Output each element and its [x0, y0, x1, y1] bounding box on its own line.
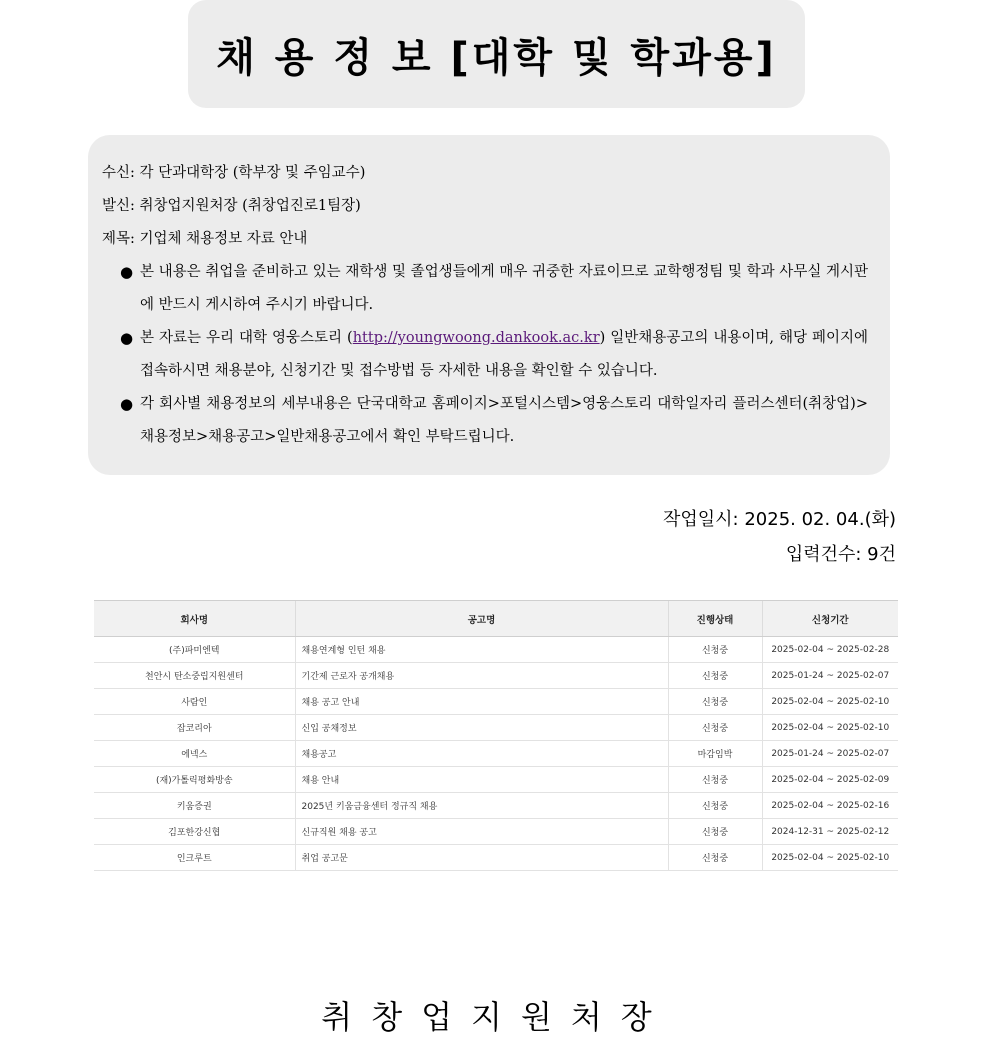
- table-row[interactable]: [94, 689, 898, 715]
- table-row[interactable]: [94, 715, 898, 741]
- posting-cell[interactable]: 채용연계형 인턴 채용: [295, 637, 668, 663]
- posting-cell[interactable]: 채용 안내: [295, 767, 668, 793]
- table-row[interactable]: [94, 663, 898, 689]
- status-cell: 신청중: [668, 819, 762, 845]
- company-cell: 김포한강신협: [94, 819, 295, 845]
- memo-subject: 제목: 기업체 채용정보 자료 안내: [102, 231, 308, 247]
- memo-content: [102, 157, 872, 454]
- table-row[interactable]: [94, 819, 898, 845]
- status-cell: 신청중: [668, 767, 762, 793]
- memo-bullet-1: [102, 256, 868, 322]
- footer-signature: 취창업지원처장: [321, 998, 671, 1036]
- company-cell: 키움증권: [94, 793, 295, 819]
- status-cell: 신청중: [668, 715, 762, 741]
- header-period: 신청기간: [762, 601, 898, 637]
- posting-cell[interactable]: 신규직원 채용 공고: [295, 819, 668, 845]
- bullet-icon: ●: [120, 395, 134, 413]
- memo-box: [88, 135, 890, 475]
- table-row[interactable]: [94, 845, 898, 871]
- memo-recipient: 수신: 각 단과대학장 (학부장 및 주임교수): [102, 165, 366, 181]
- status-cell: 마감임박: [668, 741, 762, 767]
- status-cell: 신청중: [668, 637, 762, 663]
- company-cell: 천안시 탄소중립지원센터: [94, 663, 295, 689]
- memo-bullet-2-post: ) 일반채용공고의 내용이며, 해당 페이지에 접속하시면 채용분야, 신청기간 및 접수방법 등 자세한 내용을 확인할 수 있습니다.: [140, 330, 868, 379]
- period-cell: 2024-12-31 ~ 2025-02-12: [762, 819, 898, 845]
- memo-bullet-1-text: 본 내용은 취업을 준비하고 있는 재학생 및 졸업생들에게 매우 귀중한 자료이므로 교학행정팀 및 학과 사무실 게시판에 반드시 게시하여 주시기 바랍니다.: [140, 264, 868, 313]
- company-cell: (주)파미엔텍: [94, 637, 295, 663]
- posting-cell[interactable]: 채용 공고 안내: [295, 689, 668, 715]
- header-posting: 공고명: [295, 601, 668, 637]
- entry-count: 입력건수: 9건: [785, 544, 896, 565]
- memo-bullet-3-text: 각 회사별 채용정보의 세부내용은 단국대학교 홈페이지>포털시스템>영웅스토리 대학일자리 플러스센터(취창업)>채용정보>채용공고>일반채용공고에서 확인 부탁드립니다.: [140, 396, 868, 445]
- period-cell: 2025-01-24 ~ 2025-02-07: [762, 663, 898, 689]
- memo-bullet-3: [102, 388, 868, 454]
- header-status: 진행상태: [668, 601, 762, 637]
- period-cell: 2025-02-04 ~ 2025-02-10: [762, 689, 898, 715]
- memo-sender: 발신: 취창업지원처장 (취창업진로1팀장): [102, 198, 361, 214]
- table-row[interactable]: [94, 637, 898, 663]
- period-cell: 2025-01-24 ~ 2025-02-07: [762, 741, 898, 767]
- title-box: [188, 0, 805, 108]
- written-date: 작업일시: 2025. 02. 04.(화): [663, 509, 896, 530]
- company-cell: 에넥스: [94, 741, 295, 767]
- period-cell: 2025-02-04 ~ 2025-02-28: [762, 637, 898, 663]
- period-cell: 2025-02-04 ~ 2025-02-09: [762, 767, 898, 793]
- table-row[interactable]: [94, 793, 898, 819]
- company-cell: 사람인: [94, 689, 295, 715]
- company-cell: 잡코리아: [94, 715, 295, 741]
- table-row[interactable]: [94, 741, 898, 767]
- table-header-row: [94, 601, 898, 637]
- header-company: 회사명: [94, 601, 295, 637]
- status-cell: 신청중: [668, 663, 762, 689]
- status-cell: 신청중: [668, 845, 762, 871]
- posting-cell[interactable]: 기간제 근로자 공개채용: [295, 663, 668, 689]
- posting-cell[interactable]: 취업 공고문: [295, 845, 668, 871]
- period-cell: 2025-02-04 ~ 2025-02-16: [762, 793, 898, 819]
- table-row[interactable]: [94, 767, 898, 793]
- memo-bullet-2-pre: 본 자료는 우리 대학 영웅스토리 (: [140, 330, 353, 346]
- page-title: 채 용 정 보 [대학 및 학과용]: [216, 34, 777, 81]
- status-cell: 신청중: [668, 689, 762, 715]
- period-cell: 2025-02-04 ~ 2025-02-10: [762, 715, 898, 741]
- posting-cell[interactable]: 채용공고: [295, 741, 668, 767]
- company-cell: (재)가톨릭평화방송: [94, 767, 295, 793]
- company-cell: 인크루트: [94, 845, 295, 871]
- posting-cell[interactable]: 신입 공채정보: [295, 715, 668, 741]
- bullet-icon: ●: [120, 329, 134, 347]
- job-table: [94, 600, 898, 871]
- youngwoong-link[interactable]: http://youngwoong.dankook.ac.kr: [352, 330, 600, 346]
- posting-cell[interactable]: 2025년 키움금융센터 정규직 채용: [295, 793, 668, 819]
- bullet-icon: ●: [120, 263, 134, 281]
- status-cell: 신청중: [668, 793, 762, 819]
- memo-bullet-2: [102, 322, 868, 388]
- period-cell: 2025-02-04 ~ 2025-02-10: [762, 845, 898, 871]
